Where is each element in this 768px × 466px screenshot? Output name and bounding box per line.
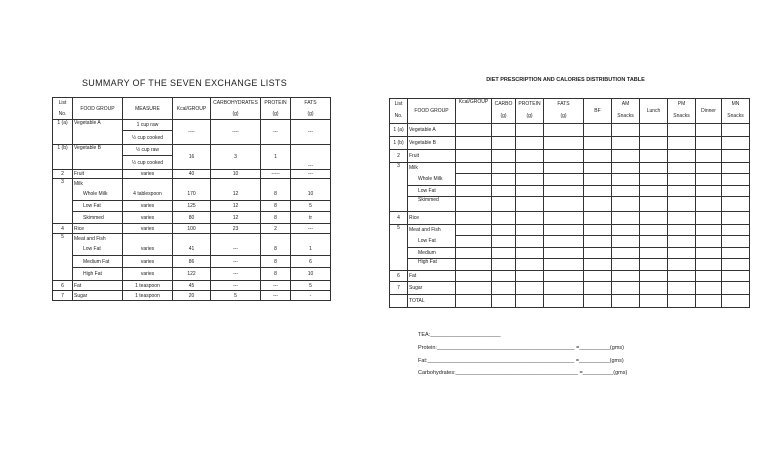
header-lunch: Lunch (640, 99, 668, 124)
table-row (53, 170, 331, 179)
row-no: 6 (53, 281, 73, 291)
row-measure: varies (123, 224, 173, 234)
row-no: 3 (53, 179, 73, 224)
total-label: TOTAL (408, 295, 456, 308)
row-carb: 12 (211, 189, 261, 201)
table-row (390, 236, 750, 248)
row-subfood: Low Fat (408, 186, 456, 197)
row-fats: --- (291, 145, 331, 170)
row-kcal: 125 (173, 201, 211, 212)
header-food-group: FOOD GROUP (73, 98, 123, 120)
row-subfood: Skimmed (408, 197, 456, 212)
row-kcal: 45 (173, 281, 211, 291)
row-food: Meat and Fish (73, 234, 123, 244)
row-carb: 12 (211, 201, 261, 212)
table-row (53, 268, 331, 281)
table-row (390, 259, 750, 271)
row-measure: varies (123, 201, 173, 212)
table-row (53, 201, 331, 212)
row-food: Rice (408, 212, 456, 225)
row-fats: 10 (291, 189, 331, 201)
table-row (390, 124, 750, 137)
row-protein: ----- (261, 170, 291, 179)
row-no: 1 (a) (390, 124, 408, 137)
table-row (53, 281, 331, 291)
row-measure: varies (123, 268, 173, 281)
summary-title: SUMMARY OF THE SEVEN EXCHANGE LISTS (81, 78, 288, 88)
row-protein: 8 (261, 244, 291, 256)
row-fats: 6 (291, 256, 331, 268)
row-measure: varies (123, 244, 173, 256)
row-no: 5 (390, 225, 408, 271)
header-pm-sub: Snacks (668, 110, 696, 124)
diet-prescription-table (389, 98, 750, 308)
row-kcal: 41 (173, 244, 211, 256)
header-am-sub: Snacks (612, 110, 640, 124)
row-measure: varies (123, 170, 173, 179)
row-fats: --- (291, 170, 331, 179)
header-protein-unit: (g) (516, 110, 544, 124)
exchange-lists-table (52, 97, 331, 301)
row-measure: varies (123, 256, 173, 268)
row-subfood: Whole Milk (73, 189, 123, 201)
row-subfood: Medium (408, 248, 456, 259)
header-carb-unit: (g) (211, 109, 261, 120)
row-kcal: 80 (173, 212, 211, 224)
row-carb: --- (211, 268, 261, 281)
row-food: Fat (408, 271, 456, 282)
row-subfood: Whole Milk (408, 174, 456, 186)
header-carbo-unit: (g) (492, 110, 516, 124)
table-row (390, 137, 750, 150)
header-pm: PM (668, 99, 696, 110)
header-row (53, 98, 331, 109)
tea-line: TEA:_______________________ (418, 332, 501, 338)
table-row (53, 179, 331, 189)
header-no: No. (390, 110, 408, 124)
row-subfood: High Fat (408, 259, 456, 271)
table-row (53, 189, 331, 201)
row-carb: --- (211, 256, 261, 268)
header-row (390, 99, 750, 110)
row-no: 2 (390, 150, 408, 163)
row-no: 7 (53, 291, 73, 301)
row-subfood: Low Fat (408, 236, 456, 248)
row-protein: 2 (261, 224, 291, 234)
row-no: 3 (390, 163, 408, 212)
row-subfood: Medium Fat (73, 256, 123, 268)
row-measure: varies (123, 212, 173, 224)
row-measure: 4 tablespoon (123, 189, 173, 201)
row-fats: 1 (291, 244, 331, 256)
total-row (390, 295, 750, 308)
protein-line: Protein:_____________________________________________ =__________(gms) (418, 345, 624, 351)
header-carbohydrates: CARBOHYDRATES (211, 98, 261, 109)
header-measure: MEASURE (123, 98, 173, 120)
row-measure: ½ cup raw (123, 145, 173, 156)
row-no: 4 (390, 212, 408, 225)
table-row (390, 248, 750, 259)
row-food: Vegetable A (408, 124, 456, 137)
table-row (53, 212, 331, 224)
row-measure: ½ cup cooked (123, 156, 173, 170)
row-no: 5 (53, 234, 73, 281)
header-fats: FATS (291, 98, 331, 109)
row-carb: 10 (211, 170, 261, 179)
header-no: No. (53, 109, 73, 120)
row-kcal: 20 (173, 291, 211, 301)
row-measure: 1 teaspoon (123, 281, 173, 291)
row-kcal: 100 (173, 224, 211, 234)
row-food: Fruit (73, 170, 123, 179)
header-carbo: CARBO (492, 99, 516, 110)
row-fats: tr (291, 212, 331, 224)
row-fats: --- (291, 224, 331, 234)
table-row (53, 120, 331, 131)
row-no: 6 (390, 271, 408, 282)
row-protein: 8 (261, 212, 291, 224)
row-kcal: 170 (173, 189, 211, 201)
table-row (53, 291, 331, 301)
table-row (390, 163, 750, 174)
row-kcal: ---- (173, 120, 211, 145)
row-protein: 8 (261, 189, 291, 201)
table-row (53, 256, 331, 268)
table-row (53, 234, 331, 244)
row-no: 1 (b) (390, 137, 408, 150)
header-dinner: Dinner (696, 99, 722, 124)
header-kcal: Kcal/GROUP (456, 99, 492, 124)
row-protein: --- (261, 281, 291, 291)
row-protein: 8 (261, 256, 291, 268)
row-food: Milk (408, 163, 456, 174)
header-list: List (53, 98, 73, 109)
row-kcal: 16 (173, 145, 211, 170)
header-protein: PROTEIN (261, 98, 291, 109)
row-kcal: 122 (173, 268, 211, 281)
header-am: AM (612, 99, 640, 110)
header-fats-unit: (g) (544, 110, 584, 124)
header-mn-sub: Snacks (722, 110, 750, 124)
header-protein: PROTEIN (516, 99, 544, 110)
row-subfood: Skimmed (73, 212, 123, 224)
row-kcal: 86 (173, 256, 211, 268)
row-no: 2 (53, 170, 73, 179)
row-no: 1 (a) (53, 120, 73, 145)
row-fats: 10 (291, 268, 331, 281)
row-no: 1 (b) (53, 145, 73, 170)
row-food: Milk (73, 179, 123, 189)
row-food: Sugar (408, 282, 456, 295)
header-fats-unit: (g) (291, 109, 331, 120)
row-food: Sugar (73, 291, 123, 301)
row-protein: 8 (261, 201, 291, 212)
table-row (390, 225, 750, 236)
row-food: Vegetable A (73, 120, 123, 145)
row-fats: 5 (291, 201, 331, 212)
row-measure: ½ cup cooked (123, 131, 173, 145)
table-row (390, 212, 750, 225)
header-list: List (390, 99, 408, 110)
carbohydrates-line: Carbohydrates:________________________________________ =__________(gms) (418, 370, 628, 376)
table-row (390, 174, 750, 186)
row-protein: --- (261, 291, 291, 301)
row-protein: --- (261, 120, 291, 145)
header-food-group: FOOD GROUP (408, 99, 456, 124)
row-measure: 1 teaspoon (123, 291, 173, 301)
table-row (53, 244, 331, 256)
header-bf: BF (584, 99, 612, 124)
table-row (390, 197, 750, 212)
row-carb: 5 (211, 291, 261, 301)
row-food: Meat and Fish (408, 225, 456, 236)
table-row (390, 186, 750, 197)
row-carb: 23 (211, 224, 261, 234)
diet-prescription-title: DIET PRESCRIPTION AND CALORIES DISTRIBUTION TABLE (486, 77, 645, 83)
row-food: Fat (73, 281, 123, 291)
row-protein: 1 (261, 145, 291, 170)
table-row (390, 282, 750, 295)
header-fats: FATS (544, 99, 584, 110)
header-protein-unit: (g) (261, 109, 291, 120)
row-no: 7 (390, 282, 408, 295)
row-protein: 8 (261, 268, 291, 281)
row-fats: - (291, 291, 331, 301)
row-fats: 5 (291, 281, 331, 291)
row-no: 4 (53, 224, 73, 234)
row-measure: 1 cup raw (123, 120, 173, 131)
row-carb: 12 (211, 212, 261, 224)
row-subfood: High Fat (73, 268, 123, 281)
header-kcal: Kcal/GROUP (173, 98, 211, 120)
table-row (390, 271, 750, 282)
header-mn: MN (722, 99, 750, 110)
row-food: Rice (73, 224, 123, 234)
table-row (390, 150, 750, 163)
fat-line: Fat:________________________________________________ =__________(gms) (418, 358, 624, 364)
row-food: Vegetable B (73, 145, 123, 170)
row-subfood: Low Fat (73, 244, 123, 256)
row-carb: --- (211, 281, 261, 291)
row-subfood: Low Fat (73, 201, 123, 212)
row-food: Vegetable B (408, 137, 456, 150)
row-kcal: 40 (173, 170, 211, 179)
table-row (53, 145, 331, 156)
row-fats: --- (291, 120, 331, 145)
row-food: Fruit (408, 150, 456, 163)
table-row (53, 224, 331, 234)
row-carb: ---- (211, 120, 261, 145)
row-carb: --- (211, 244, 261, 256)
row-carb: 3 (211, 145, 261, 170)
